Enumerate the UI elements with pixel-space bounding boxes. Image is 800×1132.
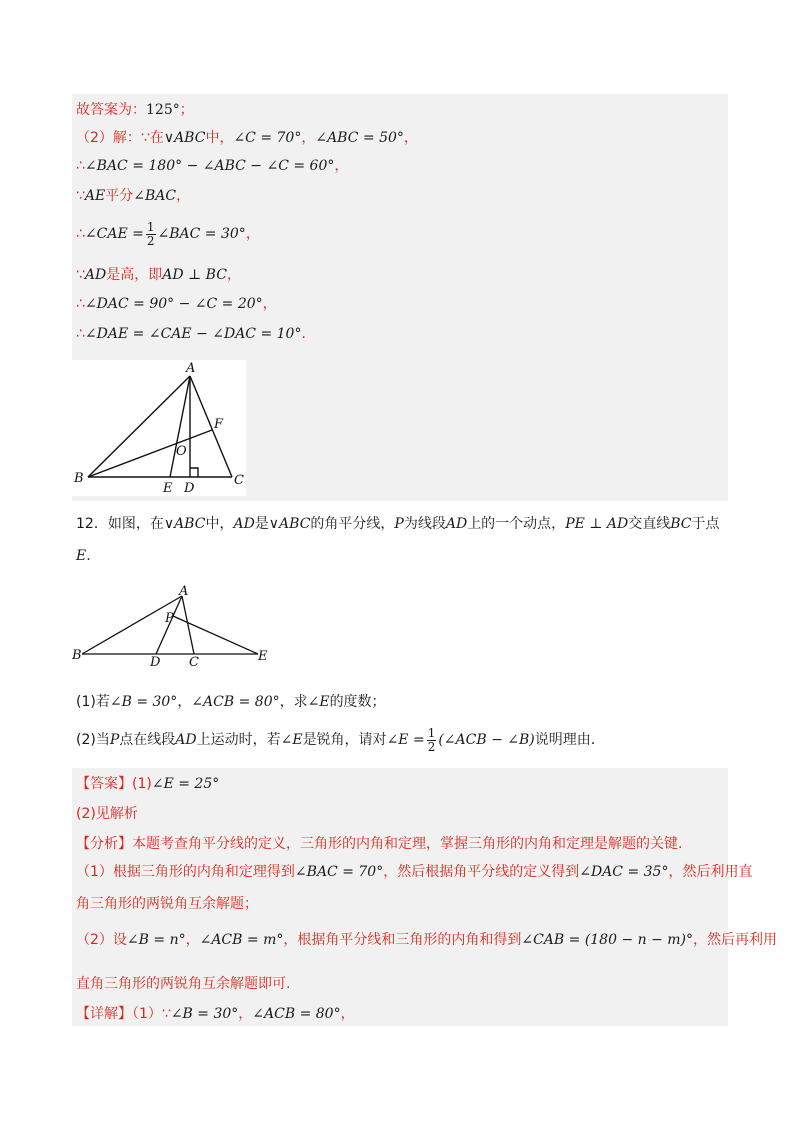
sub-question-2 (76, 724, 595, 756)
right-angle-mark (190, 468, 198, 477)
text: ，然后根据角平分线的定义得到 (383, 864, 580, 880)
text: 的角平分线， (310, 516, 395, 532)
sub-question-1 (76, 692, 386, 712)
text: ， (403, 130, 418, 146)
math: ∠C = 70° (233, 130, 302, 146)
segment-ab (88, 376, 190, 477)
math: AE (84, 188, 106, 204)
solution-line-6 (76, 265, 241, 285)
math: ∠E (307, 694, 330, 710)
numerator: 1 (427, 725, 436, 740)
math: AD (175, 732, 197, 748)
text: ，然后再利用 (693, 932, 778, 948)
text: 中， (205, 130, 234, 146)
math: ∠E (280, 732, 303, 748)
text: 12．如图，在 (76, 516, 164, 532)
math: ∠ACB = 80° (252, 1006, 341, 1022)
segment-ae (170, 376, 190, 477)
fraction (427, 727, 437, 754)
math: ∠BAC = 30° (157, 226, 246, 242)
text: ∴ (76, 158, 85, 174)
question-12-line-1 (76, 514, 720, 534)
text: ，根据角平分线和三角形的内角和得到 (283, 932, 522, 948)
label-d: D (150, 655, 161, 670)
numerator: 1 (146, 219, 155, 234)
solution-line-4 (76, 186, 190, 206)
math: ∠B = n° (126, 932, 186, 948)
segment-pe (173, 616, 258, 654)
text: ， (340, 1006, 355, 1022)
text: 交直线 (628, 516, 671, 532)
text: ，求 (279, 694, 308, 710)
math: ∠E = 25° (151, 776, 220, 792)
text: ，然后利用直 (668, 864, 753, 880)
figure-2 (72, 582, 276, 670)
math: (∠ACB − ∠B) (438, 732, 535, 748)
math: 125° (146, 102, 180, 118)
text: 【详解】（1）∵ (76, 1006, 171, 1022)
math: BC (670, 516, 692, 532)
math: ∠BAC = 180° − ∠ABC − ∠C = 60° (84, 158, 335, 174)
math: ∠ACB = m° (199, 932, 284, 948)
answer-line-2 (76, 804, 138, 824)
segment-ac (190, 376, 232, 477)
math: ∠CAB = (180 − n − m)° (521, 932, 694, 948)
label-a: A (186, 361, 196, 376)
label-f: F (214, 417, 224, 432)
text: 说明理由. (534, 732, 596, 748)
math: ∠ABC = 50° (315, 130, 404, 146)
text: 于点 (691, 516, 720, 532)
text: 上的一个动点， (467, 516, 566, 532)
figure-1 (72, 360, 246, 496)
text: ， (301, 130, 316, 146)
label-a: A (179, 584, 189, 599)
label-c: C (234, 473, 244, 488)
label-c: C (189, 655, 199, 670)
text: 的度数； (329, 694, 386, 710)
math: ∨ABC (268, 516, 311, 532)
label-b: B (72, 648, 82, 663)
math: ∠DAC = 90° − ∠C = 20° (84, 296, 263, 312)
text: ， (226, 267, 241, 283)
text: . (301, 326, 306, 342)
denominator: 2 (146, 233, 155, 248)
text: ∴ (76, 296, 85, 312)
analysis-line-1 (76, 834, 682, 854)
text: (2)当 (76, 732, 110, 748)
math: AD (445, 516, 468, 532)
text: ， (185, 932, 200, 948)
text: ； (179, 102, 194, 118)
text: ， (238, 1006, 253, 1022)
text: 是高，即 (106, 267, 163, 283)
math: AD (233, 516, 255, 532)
text: 【答案】(1) (76, 776, 152, 792)
text: ∵ (76, 267, 85, 283)
math: P (394, 516, 404, 532)
math: ∠E = (386, 732, 425, 748)
question-12-line-2 (76, 546, 91, 566)
text: ∵ (76, 188, 85, 204)
math: AD ⊥ BC (162, 267, 227, 283)
text: 中， (205, 516, 234, 532)
analysis-line-5 (76, 974, 290, 994)
math: ∠DAC = 35° (579, 864, 669, 880)
math: ∠ACB = 80° (191, 694, 280, 710)
analysis-line-4 (76, 930, 777, 950)
text: ， (177, 694, 192, 710)
text: 直角三角形的两锐角互余解题即可. (76, 976, 291, 992)
math: AD (84, 267, 107, 283)
text: ∴ (76, 326, 85, 342)
text: ， (334, 158, 349, 174)
label-p: P (165, 611, 174, 626)
label-d: D (184, 481, 195, 496)
label-o: O (176, 444, 187, 459)
math: ∨ABC (163, 516, 206, 532)
text: 上运动时，若 (196, 732, 281, 748)
analysis-line-3 (76, 894, 258, 914)
math: ∠BAC (133, 188, 177, 204)
text: 为线段 (403, 516, 446, 532)
label-b: B (74, 471, 84, 486)
text: 【分析】本题考查角平分线的定义，三角形的内角和定理，掌握三角形的内角和定理是解题的关键. (76, 836, 683, 852)
answer-line-1 (76, 774, 219, 794)
text: . (86, 548, 91, 564)
text: （2）解：∵在 (76, 130, 164, 146)
text: （1）根据三角形的内角和定理得到 (76, 864, 295, 880)
text: 是锐角，请对 (302, 732, 387, 748)
math: PE ⊥ AD (565, 516, 629, 532)
text: ∴ (76, 226, 85, 242)
text: 点在线段 (119, 732, 176, 748)
solution-line-8 (76, 324, 306, 344)
denominator: 2 (427, 739, 436, 754)
math: ∠B = 30° (109, 694, 178, 710)
triangle-figure-2 (72, 582, 276, 670)
analysis-line-2 (76, 862, 752, 882)
math: P (109, 732, 120, 748)
solution-line-5 (76, 218, 260, 250)
segment-bf (88, 430, 212, 477)
math: ∠CAE = (84, 226, 144, 242)
text: 角三角形的两锐角互余解题； (76, 896, 258, 912)
text: 是 (254, 516, 269, 532)
text: （2）设 (76, 932, 127, 948)
triangle-figure-1 (72, 360, 246, 496)
solution-line-3 (76, 156, 348, 176)
text: ， (176, 188, 191, 204)
detail-line-1 (76, 1004, 355, 1024)
text: ， (245, 226, 260, 242)
solution-line-2 (76, 128, 418, 148)
math: E (76, 548, 87, 564)
math: ∠DAE = ∠CAE − ∠DAC = 10° (84, 326, 302, 342)
text: ， (262, 296, 277, 312)
text: 故答案为： (76, 102, 146, 118)
label-e: E (163, 481, 173, 496)
text: 平分 (105, 188, 134, 204)
text: (2)见解析 (76, 806, 138, 822)
solution-line-7 (76, 294, 277, 314)
math: ∠BAC = 70° (294, 864, 384, 880)
fraction (146, 221, 156, 248)
answer-line-1 (76, 100, 194, 120)
label-e: E (258, 649, 268, 664)
text: (1)若 (76, 694, 110, 710)
math: ∨ABC (163, 130, 206, 146)
math: ∠B = 30° (170, 1006, 239, 1022)
